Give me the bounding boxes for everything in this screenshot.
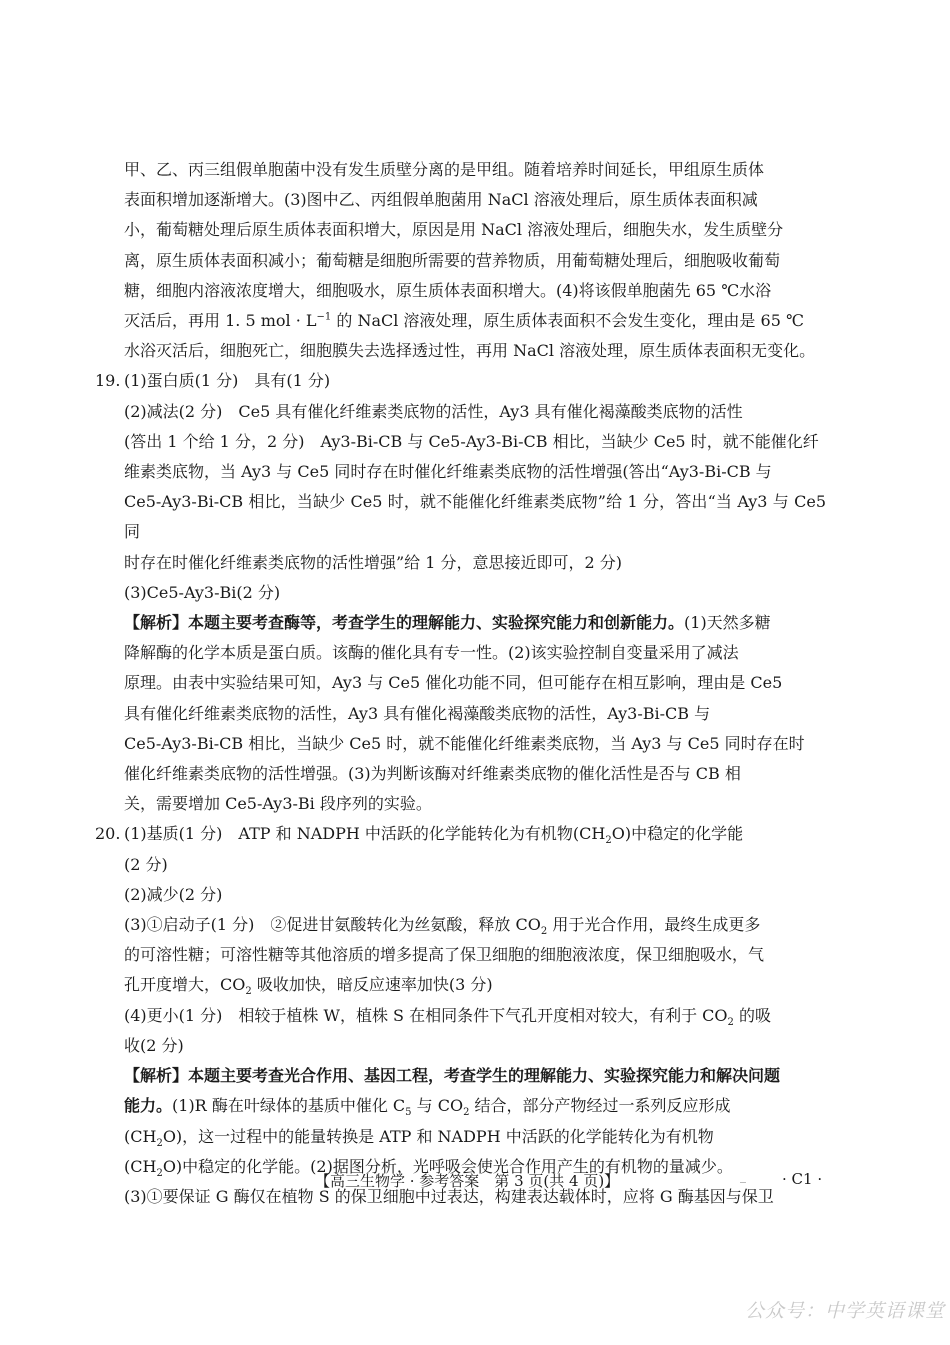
- answer-text: (1)蛋白质(1 分) 具有(1 分): [124, 371, 331, 391]
- q19-answer-2: 维素类底物，当 Ay3 与 Ce5 同时存在时催化纤维素类底物的活性增强(答出“Ay3-Bi-CB 与: [124, 462, 772, 482]
- explanation-text: (CH: [124, 1156, 157, 1176]
- q19-answer-2: (2)减法(2 分) Ce5 具有催化纤维素类底物的活性，Ay3 具有催化褐藻酸类底物的活性: [124, 401, 743, 421]
- answer-text: 吸收加快，暗反应速率加快(3 分): [251, 975, 493, 995]
- explanation-text: (CH: [124, 1126, 157, 1146]
- answer-text: O)中稳定的化学能: [611, 824, 744, 844]
- subscript: 5: [405, 1107, 412, 1119]
- explanation-text: 结合，部分产物经过一系列反应形成: [469, 1096, 731, 1116]
- intro-line: 甲、乙、丙三组假单胞菌中没有发生质壁分离的是甲组。随着培养时间延长，甲组原生质体: [124, 160, 765, 179]
- intro-line: 小，葡萄糖处理后原生质体表面积增大，原因是用 NaCl 溶液处理后，细胞失水，发生质壁分: [124, 220, 784, 240]
- q19-explanation: 原理。由表中实验结果可知，Ay3 与 Ce5 催化功能不同，但可能存在相互影响，理由是 Ce5: [124, 673, 783, 693]
- superscript: −1: [316, 311, 332, 323]
- q20-answer-3: [124, 970, 826, 1000]
- q20-answer-3: 的可溶性糖；可溶性糖等其他溶质的增多提高了保卫细胞的细胞液浓度，保卫细胞吸水，气: [124, 945, 765, 965]
- intro-text: 灭活后，再用 1. 5 mol · L: [124, 311, 317, 331]
- q20-explanation: [124, 1091, 826, 1121]
- answer-text: (3)①启动子(1 分) ②促进甘氨酸转化为丝氨酸，释放 CO: [124, 915, 541, 935]
- q20-explanation: [124, 1122, 826, 1152]
- q19-answer-2: (答出 1 个给 1 分，2 分) Ay3-Bi-CB 与 Ce5-Ay3-Bi-CB 相比，当缺少 Ce5 时，就不能催化纤: [124, 431, 819, 451]
- q20-answer-3: [124, 910, 826, 940]
- intro-text: 的 NaCl 溶液处理，原生质体表面积不会发生变化，理由是 65 ℃: [331, 311, 804, 331]
- explanation-text: O)中稳定的化学能。(2)据图分析，光呼吸会使光合作用产生的有机物的量减少。: [162, 1156, 733, 1176]
- q19-explanation: Ce5-Ay3-Bi-CB 相比，当缺少 Ce5 时，就不能催化纤维素类底物，当 Ay3 与 Ce5 同时存在时: [124, 733, 805, 753]
- subscript: 2: [156, 1167, 163, 1179]
- intro-line: [124, 306, 826, 336]
- divider: [740, 1182, 746, 1183]
- q19-explanation: [124, 608, 826, 638]
- q20-answer-2: (2)减少(2 分): [124, 884, 223, 904]
- q19-answer-1: [95, 366, 826, 396]
- explanation-text: O)，这一过程中的能量转换是 ATP 和 NADPH 中活跃的化学能转化为有机物: [162, 1126, 714, 1146]
- explanation-text: 与 CO: [411, 1096, 464, 1116]
- answer-text: 孔开度增大，CO: [124, 975, 246, 995]
- intro-line: 水浴灭活后，细胞死亡，细胞膜失去选择透过性，再用 NaCl 溶液处理，原生质体表面积无变化。: [124, 341, 816, 361]
- question-number: 20.: [95, 824, 121, 844]
- subscript: 2: [245, 986, 252, 998]
- intro-line: 糖，细胞内溶液浓度增大，细胞吸水，原生质体表面积增大。(4)将该假单胞菌先 65 ℃水浴: [124, 280, 772, 300]
- q19-explanation: 关，需要增加 Ce5-Ay3-Bi 段序列的实验。: [124, 794, 432, 814]
- q19-explanation: 催化纤维素类底物的活性增强。(3)为判断该酶对纤维素类底物的催化活性是否与 CB 相: [124, 764, 741, 784]
- explanation-heading: 【解析】本题主要考查酶等，考查学生的理解能力、实验探究能力和创新能力。: [124, 613, 685, 633]
- q20-explanation-heading: 【解析】本题主要考查光合作用、基因工程，考查学生的理解能力、实验探究能力和解决问题: [124, 1066, 781, 1086]
- answer-text: (1)基质(1 分) ATP 和 NADPH 中活跃的化学能转化为有机物(CH: [124, 824, 606, 844]
- q19-answer-2: 时存在时催化纤维素类底物的活性增强”给 1 分，意思接近即可，2 分): [124, 552, 623, 572]
- question-number: 19.: [95, 371, 121, 391]
- q20-answer-1: (2 分): [124, 854, 168, 874]
- subscript: 2: [605, 835, 612, 847]
- answer-content: [95, 155, 826, 1212]
- explanation-text: (1)R 酶在叶绿体的基质中催化 C: [172, 1096, 406, 1116]
- explanation-heading: 能力。: [124, 1096, 173, 1116]
- watermark: 公众号：中学英语课堂: [745, 1300, 946, 1322]
- q20-answer-4: [124, 1001, 826, 1031]
- subscript: 2: [727, 1016, 734, 1028]
- intro-line: 离，原生质体表面积减小；葡萄糖是细胞所需要的营养物质，用葡萄糖处理后，细胞吸收葡萄: [124, 250, 781, 270]
- explanation-text: (1)天然多糖: [684, 613, 771, 633]
- subscript: 2: [540, 926, 548, 938]
- q20-explanation: (3)①要保证 G 酶仅在植物 S 的保卫细胞中过表达，构建表达载体时，应将 G 酶基因与保卫: [124, 1186, 774, 1206]
- q19-answer-2: Ce5-Ay3-Bi-CB 相比，当缺少 Ce5 时，就不能催化纤维素类底物”给 1 分，答出“当 Ay3 与 Ce5 同: [124, 492, 826, 542]
- answer-text: 的吸: [733, 1005, 771, 1025]
- q20-answer-1: [95, 819, 826, 849]
- footer-code: · C1 ·: [782, 1170, 823, 1188]
- answer-text: (4)更小(1 分) 相较于植株 W，植株 S 在相同条件下气孔开度相对较大，有利于 CO: [124, 1005, 728, 1025]
- q20-answer-4: 收(2 分): [124, 1035, 184, 1055]
- q19-explanation: 降解酶的化学本质是蛋白质。该酶的催化具有专一性。(2)该实验控制自变量采用了减法: [124, 643, 739, 663]
- intro-line: 表面积增加逐渐增大。(3)图中乙、丙组假单胞菌用 NaCl 溶液处理后，原生质体表面积减: [124, 190, 758, 210]
- subscript: 2: [156, 1137, 163, 1149]
- subscript: 2: [463, 1107, 470, 1119]
- footer-title: 【高三生物学 · 参考答案 第 3 页(共 4 页)】: [315, 1172, 620, 1190]
- q19-answer-3: (3)Ce5-Ay3-Bi(2 分): [124, 582, 281, 602]
- answer-text: 用于光合作用，最终生成更多: [547, 915, 761, 935]
- q19-explanation: 具有催化纤维素类底物的活性，Ay3 具有催化褐藻酸类底物的活性，Ay3-Bi-CB 与: [124, 703, 711, 723]
